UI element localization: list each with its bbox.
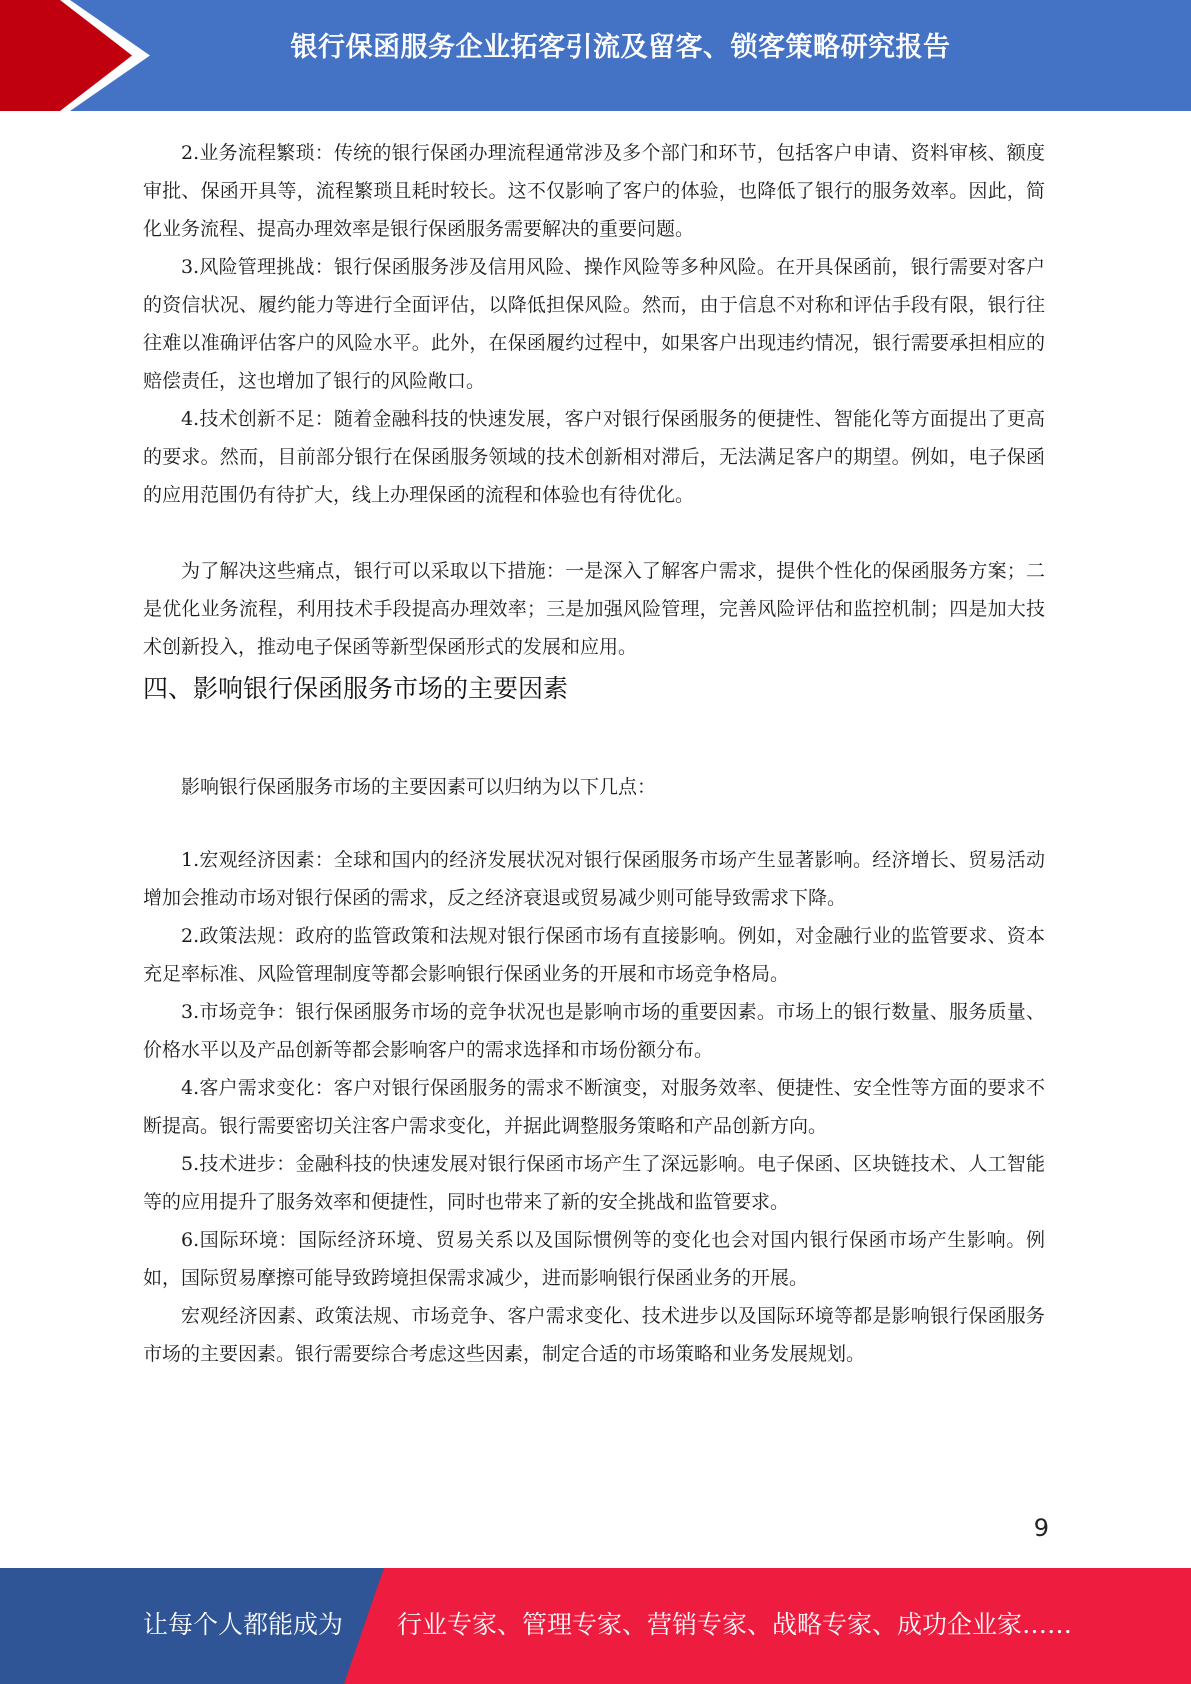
factors-conclusion: 宏观经济因素、政策法规、市场竞争、客户需求变化、技术进步以及国际环境等都是影响银行保函服务市场的主要因素。银行需要综合考虑这些因素，制定合适的市场策略和业务发展规划。: [143, 1305, 1045, 1365]
report-title: 银行保函服务企业拓客引流及留客、锁客策略研究报告: [290, 32, 951, 63]
factor-international-environment: 6.国际环境：国际经济环境、贸易关系以及国际惯例等的变化也会对国内银行保函市场产生影响。例如，国际贸易摩擦可能导致跨境担保需求减少，进而影响银行保函业务的开展。: [143, 1229, 1045, 1289]
paragraph-process-complexity: 2.业务流程繁琐：传统的银行保函办理流程通常涉及多个部门和环节，包括客户申请、资料审核、额度审批、保函开具等，流程繁琐且耗时较长。这不仅影响了客户的体验，也降低了银行的服务效率。因此，简化业务流程、提高办理效率是银行保函服务需要解决的重要问题。: [143, 142, 1045, 240]
page-number: 9: [1033, 1514, 1049, 1542]
paragraph-tech-innovation: 4.技术创新不足：随着金融科技的快速发展，客户对银行保函服务的便捷性、智能化等方面提出了更高的要求。然而，目前部分银行在保函服务领域的技术创新相对滞后，无法满足客户的期望。例如，电子保函的应用范围仍有待扩大，线上办理保函的流程和体验也有待优化。: [143, 408, 1045, 506]
paragraph-solutions-summary: 为了解决这些痛点，银行可以采取以下措施：一是深入了解客户需求，提供个性化的保函服务方案；二是优化业务流程，利用技术手段提高办理效率；三是加强风险管理，完善风险评估和监控机制；四是加大技术创新投入，推动电子保函等新型保函形式的发展和应用。: [143, 560, 1045, 658]
section-heading: 四、影响银行保函服务市场的主要因素: [143, 674, 569, 703]
factor-macro-economy: 1.宏观经济因素：全球和国内的经济发展状况对银行保函服务市场产生显著影响。经济增长、贸易活动增加会推动市场对银行保函的需求，反之经济衰退或贸易减少则可能导致需求下降。: [143, 849, 1045, 909]
factor-market-competition: 3.市场竞争：银行保函服务市场的竞争状况也是影响市场的重要因素。市场上的银行数量、服务质量、价格水平以及产品创新等都会影响客户的需求选择和市场份额分布。: [143, 1001, 1045, 1061]
page-footer: [0, 1568, 1191, 1684]
paragraph-risk-management: 3.风险管理挑战：银行保函服务涉及信用风险、操作风险等多种风险。在开具保函前，银行需要对客户的资信状况、履约能力等进行全面评估，以降低担保风险。然而，由于信息不对称和评估手段有限，银行往往难以准确评估客户的风险水平。此外，在保函履约过程中，如果客户出现违约情况，银行需要承担相应的赔偿责任，这也增加了银行的风险敞口。: [143, 256, 1045, 392]
factor-customer-demand: 4.客户需求变化：客户对银行保函服务的需求不断演变，对服务效率、便捷性、安全性等方面的要求不断提高。银行需要密切关注客户需求变化，并据此调整服务策略和产品创新方向。: [143, 1077, 1045, 1137]
section-intro: 影响银行保函服务市场的主要因素可以归纳为以下几点：: [181, 776, 657, 798]
footer-slogan-right: 行业专家、管理专家、营销专家、战略专家、成功企业家……: [397, 1610, 1073, 1639]
spacer: [143, 514, 1045, 552]
page-header: [0, 0, 1191, 111]
factor-tech-progress: 5.技术进步：金融科技的快速发展对银行保函市场产生了深远影响。电子保函、区块链技术、人工智能等的应用提升了服务效率和便捷性，同时也带来了新的安全挑战和监管要求。: [143, 1153, 1045, 1213]
footer-slogan-left: 让每个人都能成为: [143, 1610, 344, 1639]
factor-policy-regulation: 2.政策法规：政府的监管政策和法规对银行保函市场有直接影响。例如，对金融行业的监管要求、资本充足率标准、风险管理制度等都会影响银行保函业务的开展和市场竞争格局。: [143, 925, 1045, 985]
page-content: [143, 134, 1045, 1373]
